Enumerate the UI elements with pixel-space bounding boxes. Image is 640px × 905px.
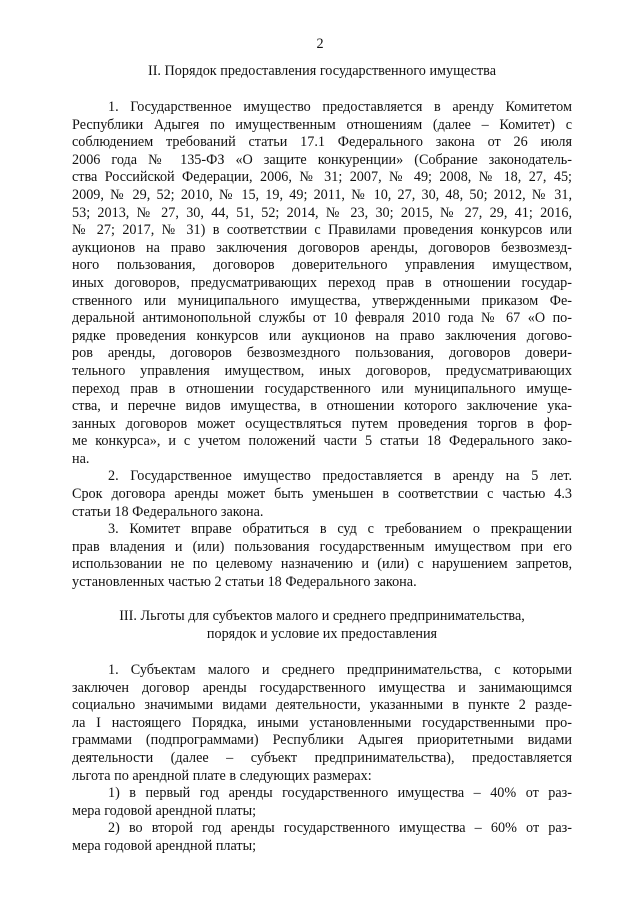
page-number: 2 bbox=[316, 36, 324, 52]
text-line: мера годовой арендной платы; bbox=[72, 802, 257, 819]
text-line: 2. Государственное имущество предоставляется в аренду на 5 лет. bbox=[108, 468, 572, 485]
text-line: прав владения и (или) пользования государственным имуществом при его bbox=[72, 538, 572, 555]
section-3-heading bbox=[72, 608, 572, 643]
text-line: Срок договора аренды может быть уменьшен в соответствии с частью 4.3 bbox=[72, 486, 572, 503]
section-3-paragraph-1 bbox=[72, 662, 572, 785]
text-line: ного пользования, договоров доверительного управления имуществом, bbox=[72, 257, 572, 274]
section-2-paragraph-3 bbox=[72, 521, 572, 591]
text-line: ства Российской Федерации, 2006, № 31; 2007, № 49; 2008, № 18, 27, 45; bbox=[72, 169, 572, 186]
text-line: деятельности (далее – субъект предпринимательства), предоставляется bbox=[72, 749, 572, 766]
list-item-1 bbox=[72, 785, 572, 820]
text-line: Республики Адыгея по имущественным отношениям (далее – Комитет) с bbox=[72, 116, 572, 133]
text-line: на. bbox=[72, 450, 90, 467]
section-2-paragraph-2 bbox=[72, 468, 572, 521]
text-line: соблюдением требований статьи 17.1 Федерального закона от 26 июля bbox=[72, 134, 572, 151]
list-item-2 bbox=[72, 820, 572, 855]
text-line: 2009, № 29, 52; 2010, № 15, 19, 49; 2011, № 10, 27, 30, 48, 50; 2012, № 31, bbox=[72, 186, 572, 203]
section-2-body bbox=[72, 99, 572, 592]
text-line: № 27; 2017, № 31) в соответствии с Правилами проведения конкурсов или bbox=[72, 222, 572, 239]
text-line: 1. Государственное имущество предоставляется в аренду Комитетом bbox=[108, 99, 572, 115]
section-3-heading-line-1: III. Льготы для субъектов малого и среднего предпринимательства, bbox=[119, 608, 525, 624]
text-line: занных договоров может осуществляться путем проведения торгов в фор- bbox=[72, 415, 572, 432]
text-line: статьи 18 Федерального закона. bbox=[72, 503, 264, 520]
text-line: ме конкурса», и с учетом положений части 5 статьи 18 Федерального зако- bbox=[72, 433, 572, 450]
text-line: ственного или муниципального имущества, утвержденными приказом Фе- bbox=[72, 292, 572, 309]
text-line: 53; 2013, № 27, 30, 44, 51, 52; 2014, № 23, 30; 2015, № 27, 29, 41; 2016, bbox=[72, 204, 572, 221]
text-line: ства, и перечне видов имущества, в отношении которого заключение ука- bbox=[72, 398, 572, 415]
section-3-body bbox=[72, 662, 572, 856]
text-line: 1. Субъектам малого и среднего предпринимательства, с которыми bbox=[108, 662, 572, 678]
text-line: льгота по арендной плате в следующих размерах: bbox=[72, 767, 372, 784]
text-line: заключен договор аренды государственного имущества и занимающимся bbox=[72, 679, 572, 696]
section-2-heading: II. Порядок предоставления государственного имущества bbox=[147, 63, 496, 79]
text-line: иных договоров, предусматривающих переход прав в отношении государ- bbox=[72, 274, 572, 291]
text-line: тельного управления имуществом, иных договоров, предусматривающих bbox=[72, 362, 572, 379]
text-line: 2006 года № 135-ФЗ «О защите конкуренции» (Собрание законодатель- bbox=[72, 151, 572, 168]
text-line: мера годовой арендной платы; bbox=[72, 837, 257, 854]
text-line: деральной антимонопольной службы от 10 февраля 2010 года № 67 «О по- bbox=[72, 310, 572, 327]
text-line: рядке проведения конкурсов или аукционов на право заключения догово- bbox=[72, 327, 572, 344]
text-line: 2) во второй год аренды государственного имущества – 60% от раз- bbox=[108, 820, 572, 837]
section-2-paragraph-1 bbox=[72, 99, 572, 468]
text-line: использовании не по целевому назначению и (или) с нарушением запретов, bbox=[72, 556, 572, 573]
text-line: 3. Комитет вправе обратиться в суд с требованием о прекращении bbox=[108, 521, 572, 538]
section-3-heading-line-2: порядок и условие их предоставления bbox=[206, 625, 438, 642]
text-line: установленных частью 2 статьи 18 Федерального закона. bbox=[72, 574, 417, 591]
text-line: 1) в первый год аренды государственного имущества – 40% от раз- bbox=[108, 785, 572, 802]
text-line: аукционов на право заключения договоров аренды, договоров безвозмезд- bbox=[72, 239, 572, 256]
text-line: ла I настоящего Порядка, иными установленными государственными про- bbox=[72, 714, 572, 731]
text-line: граммами (подпрограммами) Республики Адыгея приоритетными видами bbox=[72, 732, 572, 749]
text-line: социально значимыми видами деятельности, указанными в пункте 2 разде- bbox=[72, 697, 572, 714]
text-line: ров аренды, договоров безвозмездного пользования, договоров довери- bbox=[72, 345, 572, 362]
text-line: переход прав в отношении государственного или муниципального имуще- bbox=[72, 380, 572, 397]
